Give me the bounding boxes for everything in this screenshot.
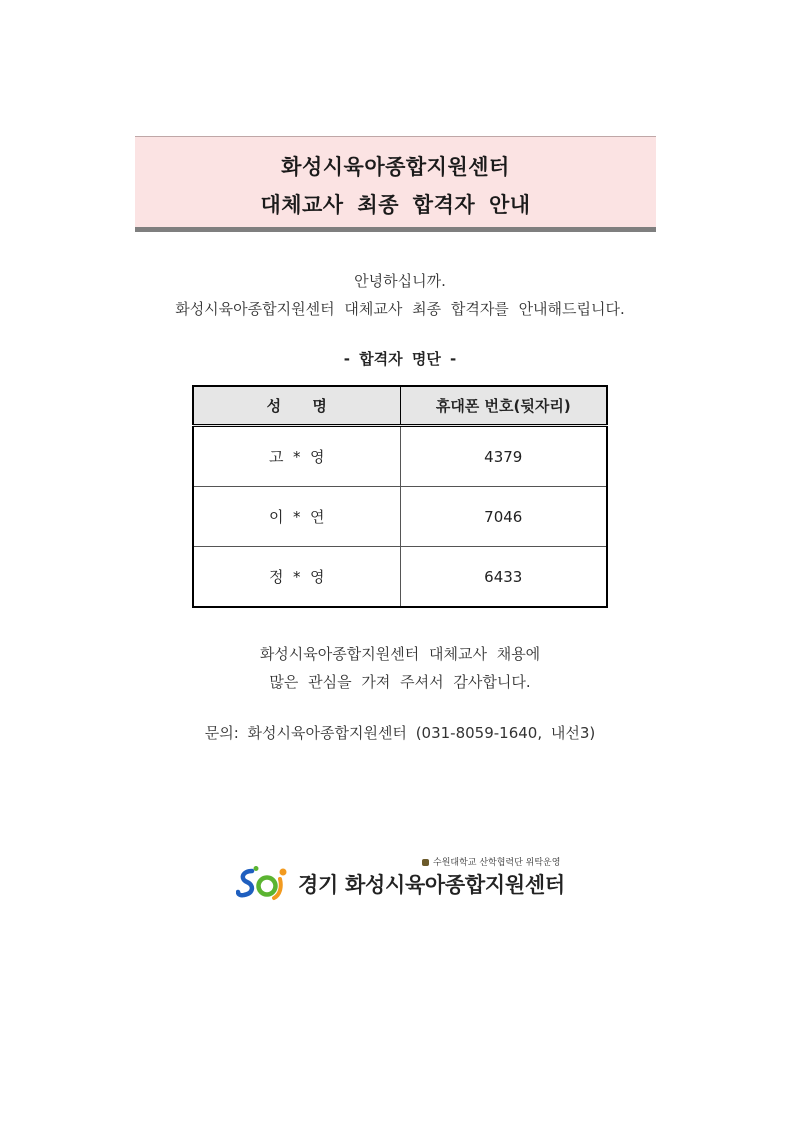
closing-line-1: 화성시육아종합지원센터 대체교사 채용에 (259, 645, 541, 663)
table-row (193, 426, 607, 487)
table-row (193, 547, 607, 608)
header-name: 성 명 (193, 386, 400, 426)
logo-name: 경기 화성시육아종합지원센터 (298, 873, 565, 897)
table-header-row (193, 386, 607, 426)
row-name: 정 * 영 (193, 547, 400, 608)
closing-line-2: 많은 관심을 가져 주셔서 감사합니다. (269, 673, 531, 691)
section-title: - 합격자 명단 - (343, 350, 457, 368)
row-name: 이 * 연 (193, 487, 400, 547)
row-phone: 6433 (400, 547, 607, 608)
title-banner (135, 136, 656, 232)
row-phone: 4379 (400, 426, 607, 487)
header-phone: 휴대폰 번호(뒷자리) (400, 386, 607, 426)
row-phone: 7046 (400, 487, 607, 547)
intro-text: 화성시육아종합지원센터 대체교사 최종 합격자를 안내해드립니다. (175, 300, 625, 318)
university-emblem-icon (422, 859, 429, 866)
results-table (192, 385, 608, 608)
logo-mark-icon (236, 865, 294, 901)
title-line-1: 화성시육아종합지원센터 (281, 155, 510, 179)
contact-info: 문의: 화성시육아종합지원센터 (031-8059-1640, 내선3) (204, 724, 596, 742)
greeting: 안녕하십니까. (354, 272, 446, 290)
table-row (193, 487, 607, 547)
center-logo (236, 855, 566, 905)
logo-subtitle: 수원대학교 산학협력단 위탁운영 (422, 855, 560, 868)
row-name: 고 * 영 (193, 426, 400, 487)
title-line-2: 대체교사 최종 합격자 안내 (260, 193, 531, 217)
